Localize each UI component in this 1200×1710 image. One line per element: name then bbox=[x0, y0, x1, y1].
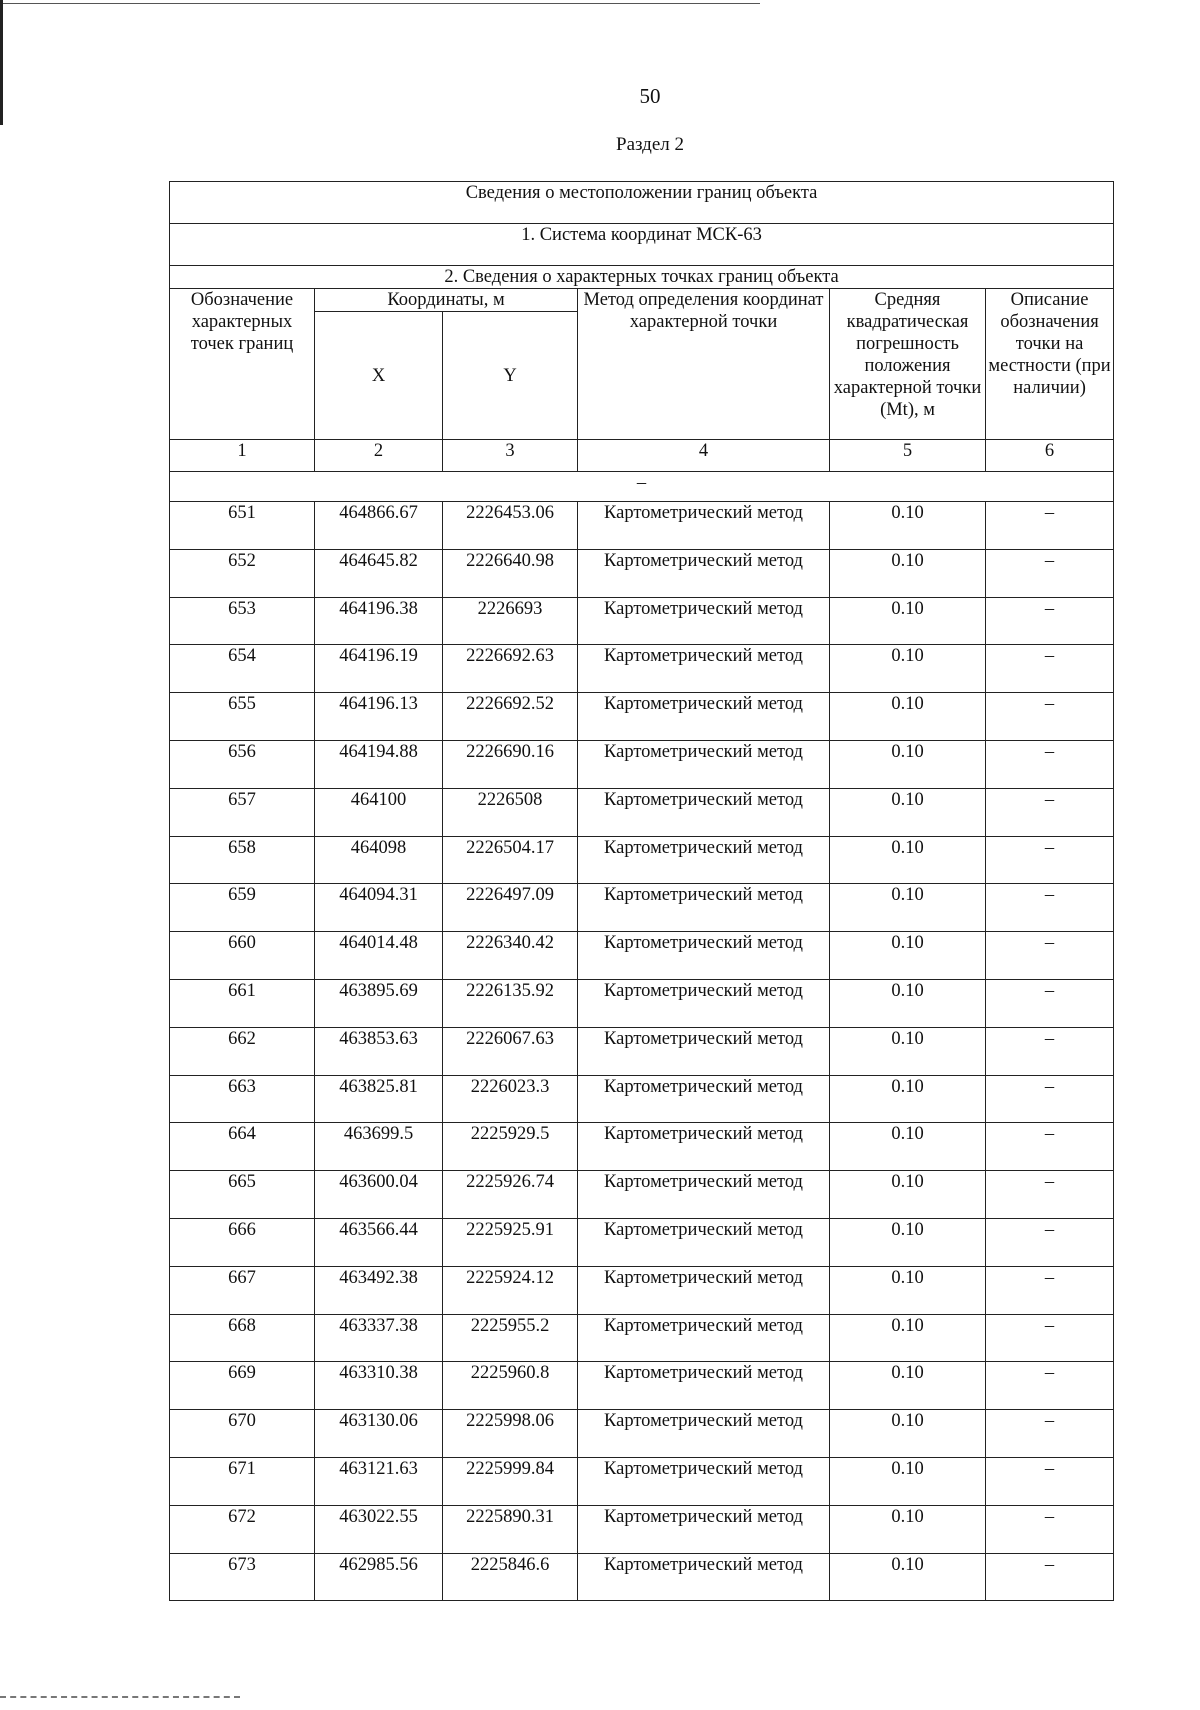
cell-method: Картометрический метод bbox=[578, 597, 830, 645]
cell-y: 2226693 bbox=[443, 597, 578, 645]
cell-method: Картометрический метод bbox=[578, 693, 830, 741]
cell-error: 0.10 bbox=[830, 1553, 986, 1601]
column-number: 6 bbox=[986, 440, 1114, 472]
cell-point-id: 671 bbox=[170, 1457, 315, 1505]
cell-point-id: 670 bbox=[170, 1410, 315, 1458]
cell-error: 0.10 bbox=[830, 1218, 986, 1266]
cell-y: 2225846.6 bbox=[443, 1553, 578, 1601]
cell-method: Картометрический метод bbox=[578, 1027, 830, 1075]
cell-point-id: 651 bbox=[170, 502, 315, 550]
cell-y: 2226504.17 bbox=[443, 836, 578, 884]
cell-y: 2225926.74 bbox=[443, 1171, 578, 1219]
cell-x: 464196.13 bbox=[315, 693, 443, 741]
cell-description: – bbox=[986, 1553, 1114, 1601]
table-title: Сведения о местоположении границ объекта bbox=[170, 182, 1114, 224]
cell-point-id: 657 bbox=[170, 788, 315, 836]
cell-point-id: 669 bbox=[170, 1362, 315, 1410]
scan-edge-bottom bbox=[0, 1696, 240, 1698]
cell-y: 2225999.84 bbox=[443, 1457, 578, 1505]
cell-point-id: 655 bbox=[170, 693, 315, 741]
cell-method: Картометрический метод bbox=[578, 1314, 830, 1362]
header-y: Y bbox=[443, 312, 578, 440]
table-row bbox=[170, 1123, 1114, 1171]
table-row bbox=[170, 645, 1114, 693]
cell-point-id: 673 bbox=[170, 1553, 315, 1601]
cell-y: 2226692.52 bbox=[443, 693, 578, 741]
cell-x: 464014.48 bbox=[315, 932, 443, 980]
cell-x: 463337.38 bbox=[315, 1314, 443, 1362]
cell-y: 2226640.98 bbox=[443, 549, 578, 597]
cell-method: Картометрический метод bbox=[578, 740, 830, 788]
table-row bbox=[170, 836, 1114, 884]
cell-method: Картометрический метод bbox=[578, 502, 830, 550]
cell-y: 2225924.12 bbox=[443, 1266, 578, 1314]
table-row bbox=[170, 1553, 1114, 1601]
cell-error: 0.10 bbox=[830, 693, 986, 741]
cell-description: – bbox=[986, 597, 1114, 645]
page-number: 50 bbox=[639, 84, 661, 108]
cell-description: – bbox=[986, 549, 1114, 597]
cell-description: – bbox=[986, 788, 1114, 836]
cell-error: 0.10 bbox=[830, 884, 986, 932]
cell-description: – bbox=[986, 932, 1114, 980]
cell-error: 0.10 bbox=[830, 549, 986, 597]
cell-y: 2225998.06 bbox=[443, 1410, 578, 1458]
table-row bbox=[170, 549, 1114, 597]
cell-description: – bbox=[986, 645, 1114, 693]
cell-point-id: 660 bbox=[170, 932, 315, 980]
cell-description: – bbox=[986, 1505, 1114, 1553]
cell-x: 464645.82 bbox=[315, 549, 443, 597]
cell-point-id: 656 bbox=[170, 740, 315, 788]
points-section-title: 2. Сведения о характерных точках границ объекта bbox=[170, 266, 1114, 289]
cell-y: 2225960.8 bbox=[443, 1362, 578, 1410]
table-row bbox=[170, 1171, 1114, 1219]
cell-x: 463492.38 bbox=[315, 1266, 443, 1314]
cell-error: 0.10 bbox=[830, 740, 986, 788]
column-number: 4 bbox=[578, 440, 830, 472]
header-coordinates: Координаты, м bbox=[315, 289, 578, 312]
cell-error: 0.10 bbox=[830, 1266, 986, 1314]
cell-description: – bbox=[986, 1457, 1114, 1505]
cell-x: 463853.63 bbox=[315, 1027, 443, 1075]
table-row bbox=[170, 979, 1114, 1027]
cell-error: 0.10 bbox=[830, 1075, 986, 1123]
cell-x: 463895.69 bbox=[315, 979, 443, 1027]
cell-error: 0.10 bbox=[830, 1457, 986, 1505]
column-number: 5 bbox=[830, 440, 986, 472]
cell-error: 0.10 bbox=[830, 932, 986, 980]
table-row bbox=[170, 693, 1114, 741]
cell-error: 0.10 bbox=[830, 502, 986, 550]
cell-point-id: 653 bbox=[170, 597, 315, 645]
cell-error: 0.10 bbox=[830, 1123, 986, 1171]
table-row bbox=[170, 1505, 1114, 1553]
cell-point-id: 665 bbox=[170, 1171, 315, 1219]
table-row bbox=[170, 1218, 1114, 1266]
coord-system: 1. Система координат МСК-63 bbox=[170, 224, 1114, 266]
cell-point-id: 662 bbox=[170, 1027, 315, 1075]
cell-x: 463130.06 bbox=[315, 1410, 443, 1458]
header-x: X bbox=[315, 312, 443, 440]
table-row bbox=[170, 502, 1114, 550]
cell-method: Картометрический метод bbox=[578, 884, 830, 932]
column-number: 1 bbox=[170, 440, 315, 472]
cell-description: – bbox=[986, 502, 1114, 550]
cell-error: 0.10 bbox=[830, 1410, 986, 1458]
table-row bbox=[170, 884, 1114, 932]
cell-x: 464194.88 bbox=[315, 740, 443, 788]
cell-point-id: 654 bbox=[170, 645, 315, 693]
cell-method: Картометрический метод bbox=[578, 1410, 830, 1458]
cell-error: 0.10 bbox=[830, 836, 986, 884]
cell-point-id: 663 bbox=[170, 1075, 315, 1123]
cell-description: – bbox=[986, 836, 1114, 884]
cell-point-id: 658 bbox=[170, 836, 315, 884]
table-row bbox=[170, 597, 1114, 645]
table-row bbox=[170, 740, 1114, 788]
cell-point-id: 652 bbox=[170, 549, 315, 597]
cell-description: – bbox=[986, 1218, 1114, 1266]
cell-method: Картометрический метод bbox=[578, 549, 830, 597]
cell-y: 2226135.92 bbox=[443, 979, 578, 1027]
cell-y: 2226453.06 bbox=[443, 502, 578, 550]
boundary-points-table bbox=[169, 181, 1114, 1601]
table-row bbox=[170, 1314, 1114, 1362]
cell-error: 0.10 bbox=[830, 1027, 986, 1075]
header-error: Средняя квадратическая погрешность положения характерной точки (Mt), м bbox=[830, 289, 986, 440]
cell-point-id: 667 bbox=[170, 1266, 315, 1314]
cell-method: Картометрический метод bbox=[578, 836, 830, 884]
table-row bbox=[170, 1266, 1114, 1314]
cell-method: Картометрический метод bbox=[578, 788, 830, 836]
cell-method: Картометрический метод bbox=[578, 1171, 830, 1219]
cell-y: 2226508 bbox=[443, 788, 578, 836]
cell-error: 0.10 bbox=[830, 645, 986, 693]
cell-description: – bbox=[986, 1171, 1114, 1219]
cell-error: 0.10 bbox=[830, 1505, 986, 1553]
cell-y: 2226690.16 bbox=[443, 740, 578, 788]
cell-point-id: 659 bbox=[170, 884, 315, 932]
cell-point-id: 664 bbox=[170, 1123, 315, 1171]
cell-description: – bbox=[986, 1075, 1114, 1123]
cell-error: 0.10 bbox=[830, 1171, 986, 1219]
cell-error: 0.10 bbox=[830, 1314, 986, 1362]
cell-x: 464196.19 bbox=[315, 645, 443, 693]
cell-description: – bbox=[986, 1123, 1114, 1171]
cell-y: 2225929.5 bbox=[443, 1123, 578, 1171]
column-number: 2 bbox=[315, 440, 443, 472]
cell-y: 2226497.09 bbox=[443, 884, 578, 932]
cell-method: Картометрический метод bbox=[578, 932, 830, 980]
cell-description: – bbox=[986, 1027, 1114, 1075]
cell-y: 2226067.63 bbox=[443, 1027, 578, 1075]
section-title: Раздел 2 bbox=[616, 134, 684, 155]
cell-method: Картометрический метод bbox=[578, 979, 830, 1027]
table-row bbox=[170, 1075, 1114, 1123]
cell-x: 464196.38 bbox=[315, 597, 443, 645]
cell-x: 463699.5 bbox=[315, 1123, 443, 1171]
cell-x: 463121.63 bbox=[315, 1457, 443, 1505]
cell-x: 462985.56 bbox=[315, 1553, 443, 1601]
cell-error: 0.10 bbox=[830, 788, 986, 836]
cell-x: 463022.55 bbox=[315, 1505, 443, 1553]
cell-method: Картометрический метод bbox=[578, 1362, 830, 1410]
cell-error: 0.10 bbox=[830, 597, 986, 645]
cell-description: – bbox=[986, 884, 1114, 932]
cell-point-id: 661 bbox=[170, 979, 315, 1027]
cell-point-id: 668 bbox=[170, 1314, 315, 1362]
table-row bbox=[170, 788, 1114, 836]
cell-x: 464100 bbox=[315, 788, 443, 836]
cell-method: Картометрический метод bbox=[578, 1123, 830, 1171]
table-row bbox=[170, 932, 1114, 980]
cell-x: 464094.31 bbox=[315, 884, 443, 932]
cell-method: Картометрический метод bbox=[578, 1218, 830, 1266]
table-row bbox=[170, 1027, 1114, 1075]
cell-method: Картометрический метод bbox=[578, 1075, 830, 1123]
table-row bbox=[170, 1362, 1114, 1410]
scan-edge-top bbox=[0, 3, 760, 4]
cell-description: – bbox=[986, 740, 1114, 788]
cell-y: 2225890.31 bbox=[443, 1505, 578, 1553]
cell-x: 463600.04 bbox=[315, 1171, 443, 1219]
header-method: Метод определения координат характерной точки bbox=[578, 289, 830, 440]
cell-x: 464866.67 bbox=[315, 502, 443, 550]
cell-x: 463566.44 bbox=[315, 1218, 443, 1266]
cell-error: 0.10 bbox=[830, 1362, 986, 1410]
table-row bbox=[170, 1410, 1114, 1458]
cell-description: – bbox=[986, 1266, 1114, 1314]
cell-method: Картометрический метод bbox=[578, 1505, 830, 1553]
cell-method: Картометрический метод bbox=[578, 645, 830, 693]
cell-point-id: 666 bbox=[170, 1218, 315, 1266]
cell-description: – bbox=[986, 693, 1114, 741]
cell-y: 2226340.42 bbox=[443, 932, 578, 980]
cell-x: 463825.81 bbox=[315, 1075, 443, 1123]
cell-y: 2225925.91 bbox=[443, 1218, 578, 1266]
cell-description: – bbox=[986, 1362, 1114, 1410]
cell-y: 2225955.2 bbox=[443, 1314, 578, 1362]
cell-point-id: 672 bbox=[170, 1505, 315, 1553]
header-description: Описание обозначения точки на местности (при наличии) bbox=[986, 289, 1114, 440]
cell-method: Картометрический метод bbox=[578, 1457, 830, 1505]
group-marker: – bbox=[170, 472, 1114, 502]
cell-x: 464098 bbox=[315, 836, 443, 884]
cell-description: – bbox=[986, 1314, 1114, 1362]
cell-description: – bbox=[986, 1410, 1114, 1458]
cell-x: 463310.38 bbox=[315, 1362, 443, 1410]
cell-method: Картометрический метод bbox=[578, 1266, 830, 1314]
cell-error: 0.10 bbox=[830, 979, 986, 1027]
header-designation: Обозначение характерных точек границ bbox=[170, 289, 315, 440]
column-number: 3 bbox=[443, 440, 578, 472]
cell-y: 2226023.3 bbox=[443, 1075, 578, 1123]
table-row bbox=[170, 1457, 1114, 1505]
cell-y: 2226692.63 bbox=[443, 645, 578, 693]
cell-method: Картометрический метод bbox=[578, 1553, 830, 1601]
cell-description: – bbox=[986, 979, 1114, 1027]
